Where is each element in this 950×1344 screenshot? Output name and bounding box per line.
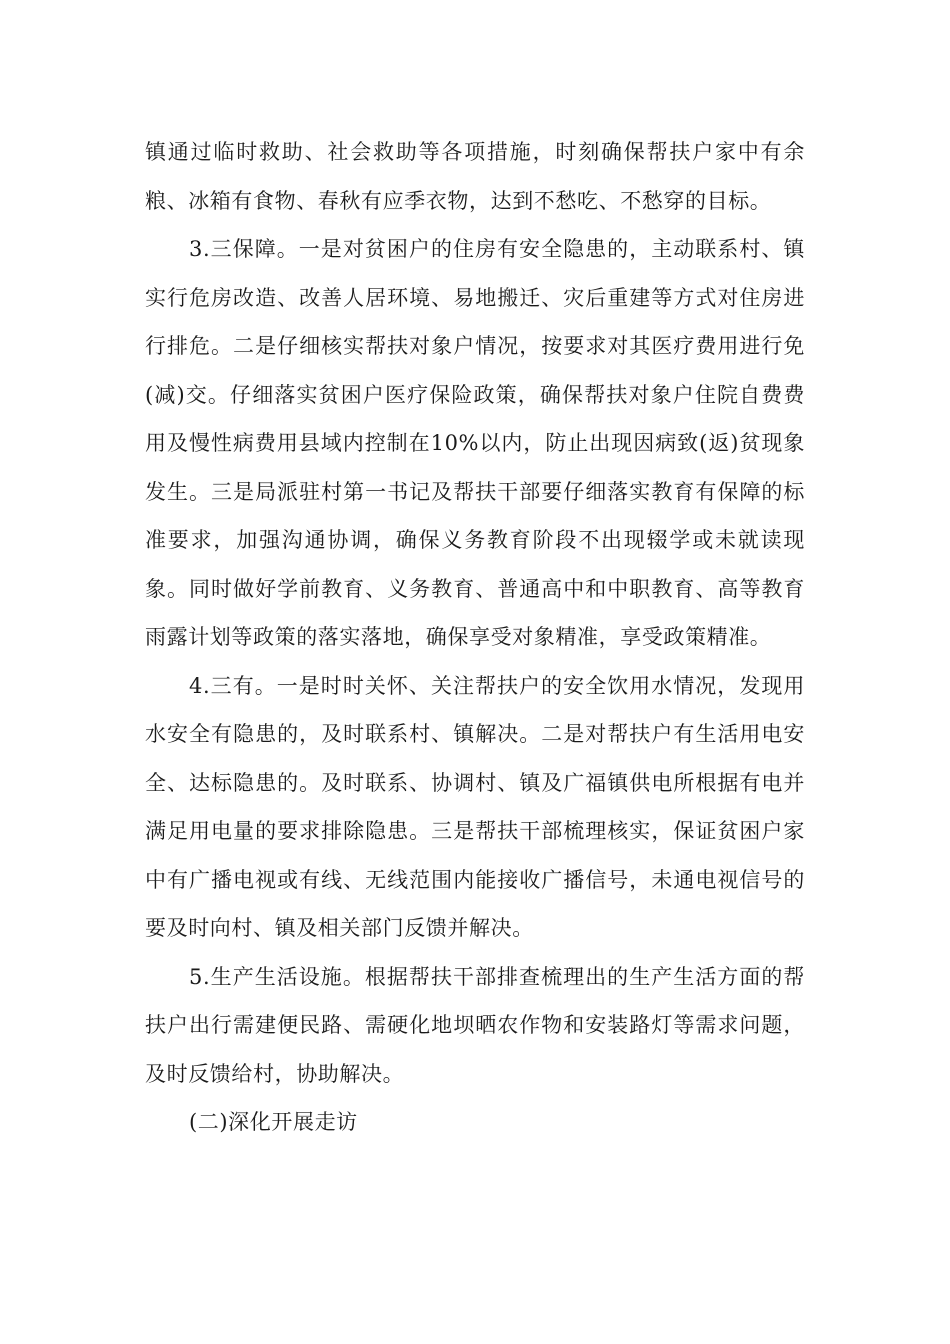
paragraph-continuation: 镇通过临时救助、社会救助等各项措施，时刻确保帮扶户家中有余粮、冰箱有食物、春秋有应季衣物，达到不愁吃、不愁穿的目标。 [145, 140, 805, 213]
paragraph-production-facilities: 5.生产生活设施。根据帮扶干部排查梳理出的生产生活方面的帮扶户出行需建便民路、需硬化地坝晒农作物和安装路灯等需求问题，及时反馈给村，协助解决。 [145, 964, 805, 1086]
paragraph-three-guarantees: 3.三保障。一是对贫困户的住房有安全隐患的，主动联系村、镇实行危房改造、改善人居环境、易地搬迁、灾后重建等方式对住房进行排危。二是仔细核实帮扶对象户情况，按要求对其医疗费用进行免(减)交。仔细落实贫困户医疗保险政策，确保帮扶对象户住院自费费用及慢性病费用县域内控制在10%以内，防止出现因病致(返)贫现象发生。三是局派驻村第一书记及帮扶干部要仔细落实教育有保障的标准要求，加强沟通协调，确保义务教育阶段不出现辍学或未就读现象。同时做好学前教育、义务教育、普通高中和中职教育、高等教育雨露计划等政策的落实落地，确保享受对象精准，享受政策精准。 [145, 237, 805, 649]
paragraph-three-haves: 4.三有。一是时时关怀、关注帮扶户的安全饮用水情况，发现用水安全有隐患的，及时联系村、镇解决。二是对帮扶户有生活用电安全、达标隐患的。及时联系、协调村、镇及广福镇供电所根据有电并满足用电量的要求排除隐患。三是帮扶干部梳理核实，保证贫困户家中有广播电视或有线、无线范围内能接收广播信号，未通电视信号的要及时向村、镇及相关部门反馈并解决。 [145, 673, 805, 940]
document-body [145, 128, 805, 1147]
section-heading: (二)深化开展走访 [189, 1110, 358, 1134]
